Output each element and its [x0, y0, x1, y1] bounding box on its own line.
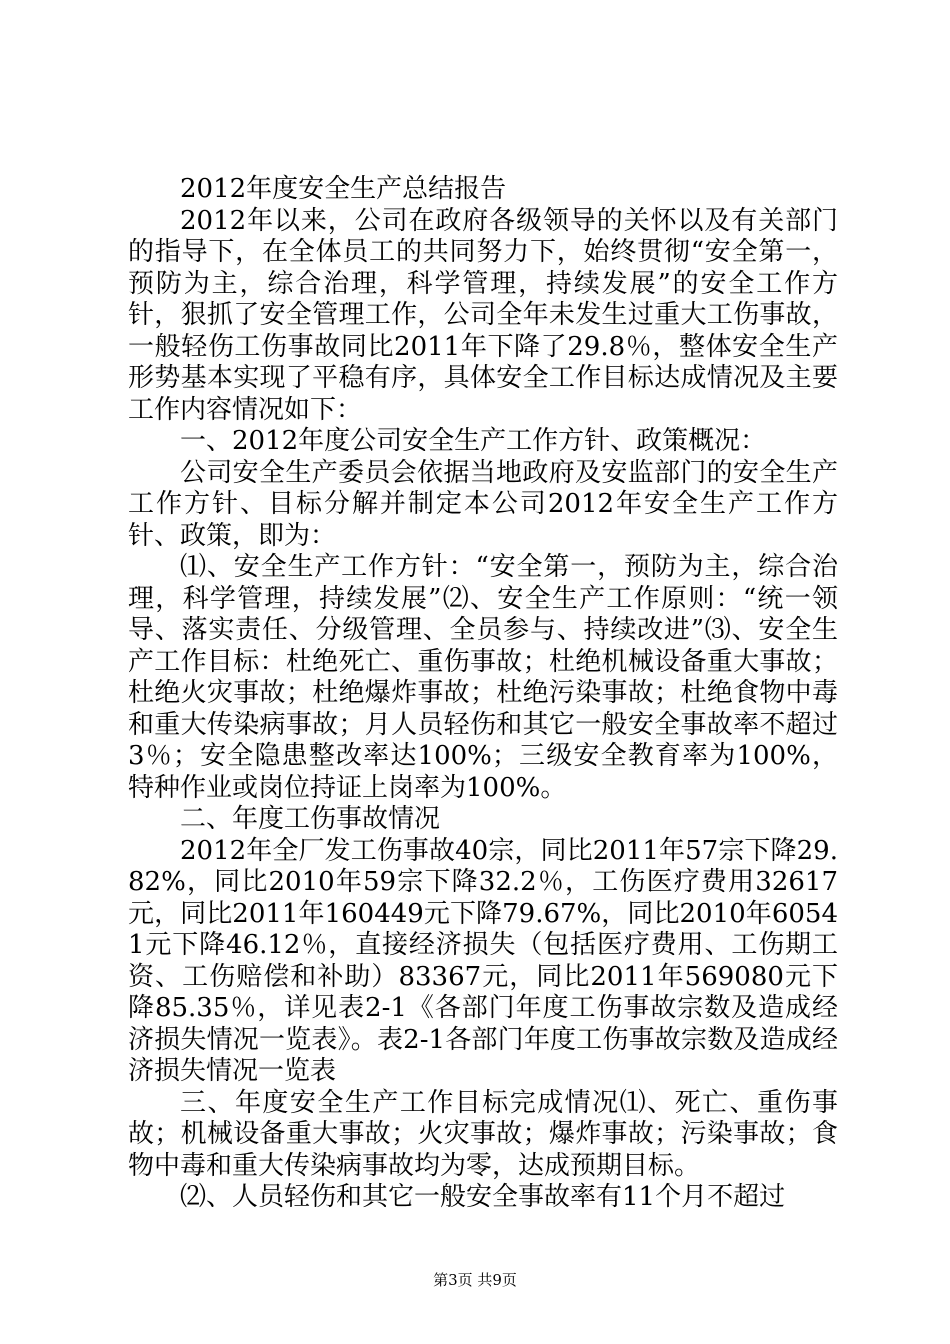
- paragraph-goals-2: ⑵、人员轻伤和其它一般安全事故率有11个月不超过: [180, 1182, 786, 1212]
- document-title: 2012年度安全生产总结报告: [180, 174, 507, 204]
- document-body: [128, 174, 838, 1214]
- paragraph-goals: 三、年度安全生产工作目标完成情况⑴、死亡、重伤事故；机械设备重大事故；火灾事故；爆炸事故；污染事故；食物中毒和重大传染病事故均为零，达成预期目标。: [128, 1087, 838, 1181]
- paragraph-intro: 2012年以来，公司在政府各级领导的关怀以及有关部门的指导下，在全体员工的共同努力下，始终贯彻“安全第一，预防为主，综合治理，科学管理，持续发展”的安全工作方针，狠抓了安全管理工作，公司全年未发生过重大工伤事故，一般轻伤工伤事故同比2011年下降了29.8％，整体安全生产形势基本实现了平稳有序，具体安全工作目标达成情况及主要工作内容情况如下：: [128, 205, 838, 425]
- paragraph-policy: 公司安全生产委员会依据当地政府及安监部门的安全生产工作方针、目标分解并制定本公司2012年安全生产工作方针、政策，即为：: [128, 457, 838, 551]
- section-heading-2: 二、年度工伤事故情况: [180, 804, 441, 834]
- section-heading-1: 一、2012年度公司安全生产工作方针、政策概况：: [180, 426, 767, 456]
- paragraph-accidents: 2012年全厂发工伤事故40宗，同比2011年57宗下降29.82%，同比2010年59宗下降32.2％，工伤医疗费用32617元，同比2011年160449元下降79.67%，同比2010年60541元下降46.12％，直接经济损失（包括医疗费用、工伤期工资、工伤赔偿和补助）83367元，同比2011年569080元下降85.35％，详见表2-1《各部门年度工伤事故宗数及造成经济损失情况一览表》。表2-1各部门年度工伤事故宗数及造成经济损失情况一览表: [128, 835, 838, 1086]
- page-footer: 第3页 共9页: [433, 1271, 517, 1289]
- paragraph-policy-items: ⑴、安全生产工作方针：“安全第一，预防为主，综合治理，科学管理，持续发展”⑵、安全生产工作原则：“统一领导、落实责任、分级管理、全员参与、持续改进”⑶、安全生产工作目标：杜绝死亡、重伤事故；杜绝机械设备重大事故；杜绝火灾事故；杜绝爆炸事故；杜绝污染事故；杜绝食物中毒和重大传染病事故；月人员轻伤和其它一般安全事故率不超过3％；安全隐患整改率达100%；三级安全教育率为100%，特种作业或岗位持证上岗率为100%。: [128, 552, 838, 803]
